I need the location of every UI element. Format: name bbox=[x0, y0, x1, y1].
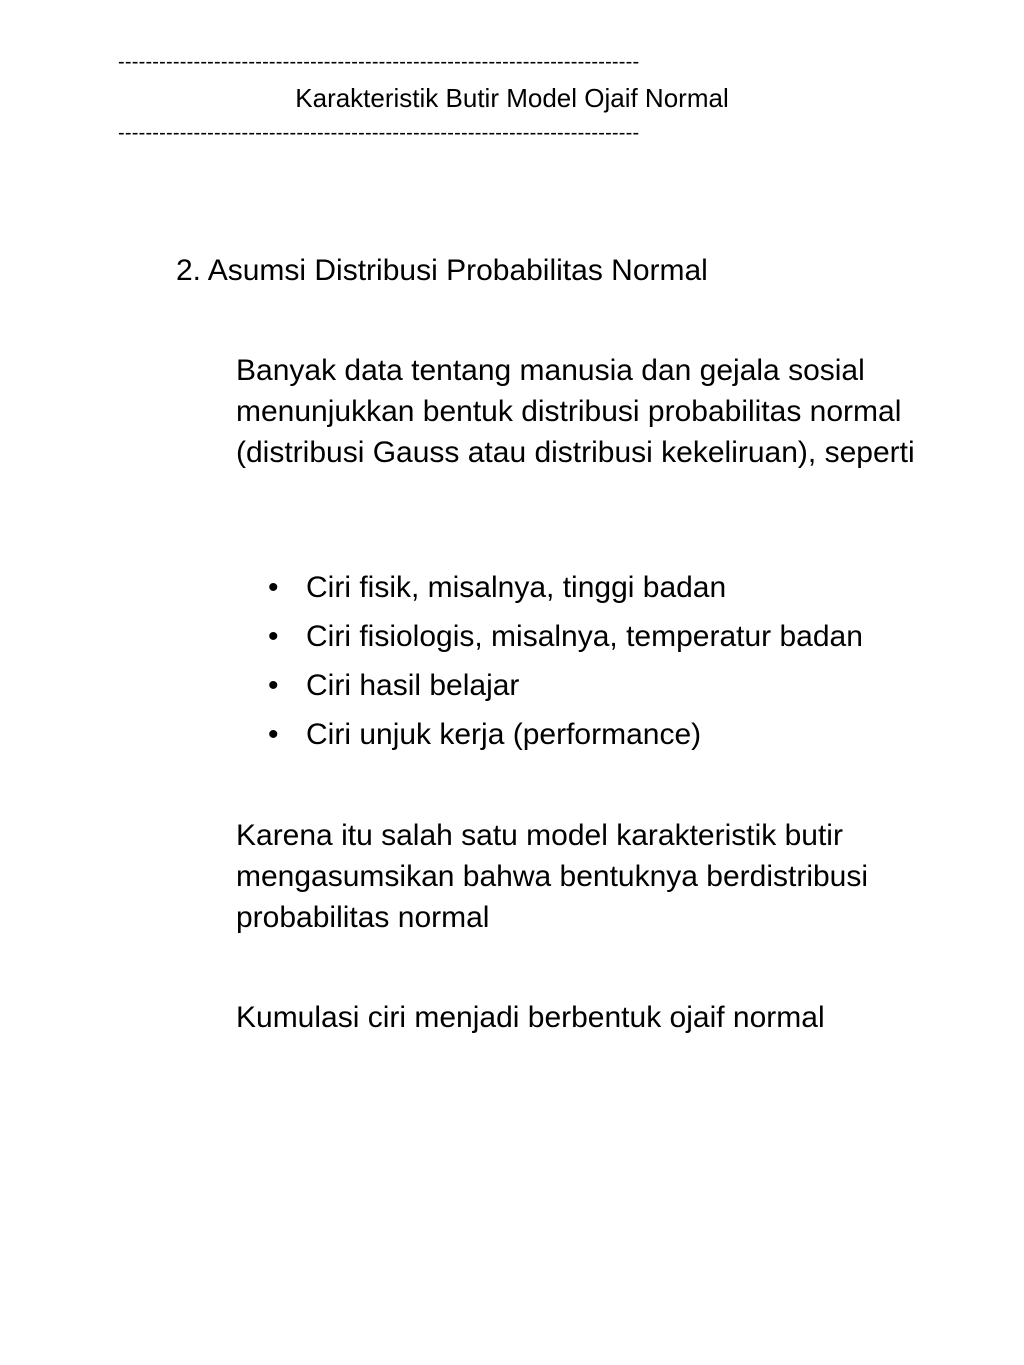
list-item bbox=[266, 570, 863, 619]
list-item-text: Ciri unjuk kerja (performance) bbox=[306, 718, 702, 751]
page-title: Karakteristik Butir Model Ojaif Normal bbox=[295, 83, 729, 113]
bullet-icon: • bbox=[268, 718, 279, 751]
bullet-icon: • bbox=[268, 620, 279, 653]
intro-paragraph: Banyak data tentang manusia dan gejala sosial menunjukkan bentuk distribusi probabilitas normal (distribusi Gauss atau distribusi kekeliruan), seperti bbox=[236, 354, 915, 469]
header-rule-top: ---------------------------------------------------------------------------- bbox=[118, 51, 640, 73]
list-item bbox=[266, 668, 863, 717]
section-heading: 2. Asumsi Distribusi Probabilitas Normal bbox=[176, 254, 708, 287]
list-item-text: Ciri fisik, misalnya, tinggi badan bbox=[306, 571, 727, 604]
bullet-icon: • bbox=[268, 669, 279, 702]
list-item-text: Ciri hasil belajar bbox=[306, 669, 520, 702]
list-item bbox=[266, 619, 863, 668]
bullet-list bbox=[266, 570, 863, 766]
cumulation-paragraph: Kumulasi ciri menjadi berbentuk ojaif normal bbox=[236, 1001, 825, 1034]
header-rule-bottom: ---------------------------------------------------------------------------- bbox=[118, 122, 640, 144]
bullet-icon: • bbox=[268, 571, 279, 604]
list-item bbox=[266, 717, 863, 766]
conclusion-paragraph: Karena itu salah satu model karakteristik butir mengasumsikan bahwa bentuknya berdistribusi probabilitas normal bbox=[236, 819, 869, 934]
list-item-text: Ciri fisiologis, misalnya, temperatur badan bbox=[306, 620, 863, 653]
